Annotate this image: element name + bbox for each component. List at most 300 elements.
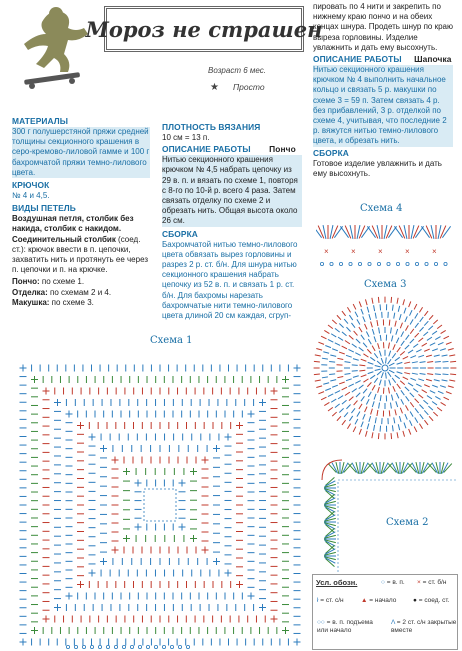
stitch-mark xyxy=(441,330,446,333)
hook-heading: КРЮЧОК xyxy=(12,180,50,191)
stitch-mark xyxy=(413,389,418,393)
stitch-mark xyxy=(365,407,368,412)
chain-mark xyxy=(330,262,333,265)
stitch-mark xyxy=(355,312,358,317)
stitch-mark xyxy=(391,297,392,303)
stitch-mark xyxy=(427,337,432,340)
stitch-mark xyxy=(351,323,355,328)
stitch-mark xyxy=(409,301,411,307)
stitch-mark xyxy=(367,226,375,237)
chain-mark xyxy=(396,262,399,265)
stitch-mark xyxy=(420,414,424,419)
legend-start-text: = начало xyxy=(369,597,397,604)
scheme-4-label: Схема 4 xyxy=(360,203,403,214)
stitch-mark xyxy=(421,226,429,237)
chain-mark xyxy=(98,645,101,648)
cap-work-sub: Шапочка xyxy=(414,54,452,65)
difficulty-value: Просто xyxy=(232,82,265,92)
scheme-1-diagram xyxy=(10,345,310,650)
stitch-mark xyxy=(374,353,378,358)
stitch-mark xyxy=(355,381,360,384)
cross-mark: × xyxy=(324,247,329,256)
stitch-mark xyxy=(339,323,343,327)
legend-stbn xyxy=(417,579,446,586)
stitch-mark xyxy=(342,400,347,404)
chain-mark xyxy=(444,262,447,265)
stitch-mark xyxy=(337,416,341,420)
cross-mark: × xyxy=(432,247,437,256)
legend-title: Усл. обозн. xyxy=(316,578,358,587)
poncho-assembly-heading: СБОРКА xyxy=(162,228,198,239)
legend-box xyxy=(312,574,458,650)
stitch-mark xyxy=(410,329,414,334)
loops-text-1: Воздушная петля, столбик без накида, столбик с накидом. xyxy=(12,214,134,234)
stitch-mark xyxy=(346,405,350,409)
stitch-mark xyxy=(406,396,410,401)
stitch-mark xyxy=(348,384,353,387)
stitch-mark xyxy=(379,403,380,409)
stitch-mark xyxy=(335,343,340,346)
stitch-mark xyxy=(361,359,367,361)
poncho-line xyxy=(12,277,150,287)
column-poncho xyxy=(162,122,302,321)
stitch-mark xyxy=(448,386,454,388)
stitch-mark xyxy=(378,387,380,393)
double-crochet-icon: ł xyxy=(317,597,319,604)
legend-dec xyxy=(391,619,457,635)
stitch-mark xyxy=(418,355,424,357)
legend-sl xyxy=(413,597,449,604)
stitch-mark xyxy=(440,349,446,351)
stitch-mark xyxy=(414,427,417,432)
stitch-mark xyxy=(442,361,448,362)
stitch-mark xyxy=(348,349,353,352)
stitch-mark xyxy=(396,329,398,335)
stitch-mark xyxy=(446,392,452,394)
hook-text: № 4 и 4,5. xyxy=(12,191,50,201)
stitch-mark xyxy=(393,386,395,392)
stitch-mark xyxy=(375,365,381,366)
stitch-mark xyxy=(392,353,396,358)
page-title: Мороз не страшен xyxy=(85,16,323,42)
stitch-mark xyxy=(416,349,421,352)
stitch-mark xyxy=(368,392,371,397)
poncho-work-text: Нитью секционного крашения крючком № 4,5 набрать цепочку из 29 в. п. и вязать по схеме 1, повторя с 8-го по 10-й р. всего 4 раза. Затем связать отделку по схеме 2 и обрезать нить. Общая высота около 26 см. xyxy=(162,155,302,226)
stitch-mark xyxy=(435,337,440,340)
chain-mark xyxy=(320,262,323,265)
stitch-mark xyxy=(408,350,413,353)
stitch-mark xyxy=(422,390,427,393)
stitch-mark xyxy=(328,339,333,342)
stitch-mark xyxy=(389,380,391,386)
stitch-mark xyxy=(345,373,351,374)
stitch-mark xyxy=(388,387,389,393)
stitch-mark xyxy=(401,331,404,336)
stitch-mark xyxy=(391,336,392,342)
stitch-mark xyxy=(345,362,351,363)
stitch-mark xyxy=(345,392,350,395)
column-materials xyxy=(12,116,150,308)
chain-mark xyxy=(425,262,428,265)
stitch-mark xyxy=(318,392,324,394)
stitch-mark xyxy=(409,429,411,435)
stitch-mark xyxy=(423,332,428,336)
stitch-mark xyxy=(337,358,343,359)
stitch-mark xyxy=(361,422,363,428)
stitch-mark xyxy=(388,359,391,364)
stitch-mark xyxy=(335,391,340,394)
density-text: 10 см = 13 п. xyxy=(162,133,210,142)
stitch-mark xyxy=(449,380,455,381)
stitch-mark xyxy=(349,335,353,339)
legend-dec-text: = 2 ст. с/н закрытые вместе xyxy=(391,619,457,634)
stitch-mark xyxy=(353,427,356,432)
stitch-mark xyxy=(318,342,324,344)
stitch-mark xyxy=(404,308,406,314)
stitch-mark xyxy=(433,412,437,416)
base-row xyxy=(338,480,458,572)
chain-mark xyxy=(368,262,371,265)
cap-line xyxy=(12,298,150,308)
stitch-mark xyxy=(430,343,435,346)
stitch-mark xyxy=(389,320,390,326)
stitch-mark xyxy=(370,375,375,379)
stitch-mark xyxy=(344,319,348,324)
stitch-mark xyxy=(392,378,396,383)
cap-work-h: ОПИСАНИЕ РАБОТЫ xyxy=(313,54,402,65)
stitch-mark xyxy=(418,394,423,398)
stitch-mark xyxy=(424,410,428,414)
stitch-mark xyxy=(403,356,408,359)
cross-mark: × xyxy=(378,247,383,256)
legend-stn-text: = ст. с/н xyxy=(320,597,344,604)
stitch-mark xyxy=(405,325,408,330)
stitch-mark xyxy=(344,412,348,417)
stitch-mark xyxy=(316,386,322,388)
stitch-mark xyxy=(353,304,356,309)
star-icon: ★ xyxy=(210,82,219,93)
stitch-mark xyxy=(405,345,409,349)
stitch-mark xyxy=(389,363,394,366)
stitch-mark xyxy=(408,383,413,386)
stitch-mark xyxy=(410,393,414,397)
stitch-mark xyxy=(359,365,365,366)
stitch-mark xyxy=(441,402,446,405)
chain-mark xyxy=(162,645,165,648)
trim-desc: по схемам 2 и 4. xyxy=(47,287,112,297)
stitch-mark xyxy=(346,327,350,331)
cap-work-heading xyxy=(313,54,453,65)
stitch-mark xyxy=(369,314,371,320)
stitch-mark xyxy=(361,309,363,315)
scheme-4-diagram xyxy=(316,214,454,272)
stitch-mark xyxy=(401,399,404,404)
stitch-mark xyxy=(424,385,430,387)
cross-mark: × xyxy=(351,247,356,256)
stitch-mark xyxy=(438,391,443,393)
stitch-mark xyxy=(339,352,345,354)
stitch-mark xyxy=(442,380,448,381)
stitch-mark xyxy=(437,325,442,329)
cross-mark: × xyxy=(405,247,410,256)
stitch-mark xyxy=(414,304,417,309)
stitch-mark xyxy=(325,345,331,347)
chain-mark xyxy=(138,645,141,648)
stitch-mark xyxy=(380,335,381,341)
stitch-mark xyxy=(378,343,380,349)
density-heading: ПЛОТНОСТЬ ВЯЗАНИЯ xyxy=(162,122,261,132)
stitch-mark xyxy=(353,376,359,378)
stitch-mark xyxy=(435,374,441,375)
stitch-mark xyxy=(422,343,427,346)
cap-desc: по схеме 3. xyxy=(49,297,94,307)
stitch-mark xyxy=(400,351,405,355)
stitch-mark xyxy=(392,305,393,311)
chain-stitch-icon: ○ xyxy=(381,579,385,586)
stitch-mark xyxy=(346,355,352,357)
stitch-mark xyxy=(349,397,353,401)
stitch-mark xyxy=(396,401,398,407)
stitch-mark xyxy=(444,336,449,339)
stitch-mark xyxy=(410,378,416,380)
stitch-mark xyxy=(355,419,358,424)
stitch-mark xyxy=(335,404,340,408)
stitch-mark xyxy=(342,420,346,425)
stitch-mark xyxy=(433,320,437,324)
stitch-mark xyxy=(388,372,391,377)
stitch-mark xyxy=(339,408,343,412)
stitch-mark xyxy=(363,414,365,420)
legend-vp-text: = в. п. xyxy=(386,579,405,586)
stitch-mark xyxy=(365,299,367,305)
stitch-mark xyxy=(332,320,336,324)
stitch-mark xyxy=(420,373,426,374)
chain-mark xyxy=(406,262,409,265)
stitch-mark xyxy=(377,371,381,375)
stitch-mark xyxy=(424,321,428,325)
stitch-mark xyxy=(444,397,449,400)
stitch-mark xyxy=(349,315,352,320)
single-crochet-icon: × xyxy=(417,579,421,586)
stitch-mark xyxy=(329,361,335,362)
stitch-mark xyxy=(394,226,402,237)
legend-lift xyxy=(317,619,379,635)
stitch-mark xyxy=(338,337,343,340)
stitch-mark xyxy=(368,372,374,374)
stitch-mark xyxy=(361,396,365,401)
start-triangle-icon: ▲ xyxy=(361,597,368,604)
stitch-mark xyxy=(371,409,373,415)
stitch-mark xyxy=(338,396,343,399)
legend-stn xyxy=(317,597,344,604)
stitch-mark xyxy=(427,362,433,363)
stitch-mark xyxy=(365,324,368,329)
stitch-mark xyxy=(448,348,454,350)
legend-stbn-text: = ст. б/н xyxy=(422,579,447,586)
stitch-mark xyxy=(403,431,405,437)
stitch-mark xyxy=(363,316,365,322)
stitch-mark xyxy=(400,408,402,414)
dc2tog-icon: Λ xyxy=(391,619,395,626)
stitch-mark xyxy=(359,347,364,351)
stitch-mark xyxy=(398,424,399,430)
stitch-mark xyxy=(420,362,426,363)
chain-mark xyxy=(377,262,380,265)
stitch-mark xyxy=(404,362,410,363)
stitch-mark xyxy=(399,314,401,320)
stitch-mark xyxy=(396,393,398,398)
stitch-mark xyxy=(377,410,378,416)
stitch-mark xyxy=(315,355,321,356)
stitch-mark xyxy=(429,416,433,420)
chain-mark xyxy=(146,645,149,648)
stitch-mark xyxy=(393,344,395,350)
stitch-mark xyxy=(370,357,375,361)
cap-assembly-heading: СБОРКА xyxy=(313,147,349,158)
stitch-mark xyxy=(367,423,369,429)
cap-assembly-text: Готовое изделие увлажнить и дать ему высохнуть. xyxy=(313,158,442,178)
stitch-mark xyxy=(390,328,391,334)
stitch-mark xyxy=(374,378,378,383)
stitch-mark xyxy=(403,299,405,305)
stitch-mark xyxy=(359,385,364,389)
stitch-mark xyxy=(410,411,413,416)
column-cap xyxy=(313,2,453,179)
cap-term: Макушка: xyxy=(12,297,50,307)
stitch-mark xyxy=(349,416,352,421)
scheme-2-diagram xyxy=(318,454,458,572)
loops-heading: ВИДЫ ПЕТЕЛЬ xyxy=(12,203,76,214)
stitch-mark xyxy=(405,387,409,391)
stitch-mark xyxy=(342,332,347,336)
stitch-mark xyxy=(339,382,345,384)
legend-vp xyxy=(381,579,405,586)
stitch-mark xyxy=(335,328,340,332)
stitch-mark xyxy=(369,416,371,422)
stitch-mark xyxy=(395,357,400,361)
stitch-mark xyxy=(400,381,405,385)
stitch-mark xyxy=(415,333,419,337)
stitch-mark xyxy=(314,374,320,375)
stitch-mark xyxy=(352,371,358,372)
stitch-mark xyxy=(389,410,390,416)
stitch-mark xyxy=(363,379,368,382)
stitch-mark xyxy=(366,399,369,404)
stitch-mark xyxy=(450,374,456,375)
stitch-mark xyxy=(330,380,336,381)
stitch-mark xyxy=(395,409,396,415)
stitch-mark xyxy=(323,352,329,354)
stitch-mark xyxy=(403,377,408,380)
stitch-mark xyxy=(356,339,360,343)
stitch-mark xyxy=(405,405,408,410)
chain-mark xyxy=(90,645,93,648)
stitch-mark xyxy=(353,359,359,361)
chain-mark xyxy=(387,262,390,265)
chain-mark xyxy=(178,645,181,648)
stitch-mark xyxy=(321,336,326,339)
chain-mark xyxy=(415,262,418,265)
poncho-work-h: ОПИСАНИЕ РАБОТЫ xyxy=(162,144,251,155)
materials-heading: МАТЕРИАЛЫ xyxy=(12,116,69,126)
stitch-mark xyxy=(432,385,438,387)
stitch-mark xyxy=(379,328,380,334)
stitch-mark xyxy=(346,379,352,381)
stitch-mark xyxy=(397,362,403,364)
stitch-mark xyxy=(428,326,433,330)
stitch-mark xyxy=(332,412,336,416)
chain-mark xyxy=(349,262,352,265)
poncho-desc: по схеме 1. xyxy=(39,277,85,287)
stitch-mark xyxy=(416,384,421,387)
stitch-mark xyxy=(419,405,423,409)
chain-mark xyxy=(358,262,361,265)
loops-desc: (соед. ст.): крючок ввести в п. цепочки, захватить нить и протянуть ее через п. цепочки и п. на крючке. xyxy=(12,234,149,275)
stitch-mark xyxy=(342,346,347,349)
poncho-work-sub: Пончо xyxy=(269,144,296,155)
stitch-mark xyxy=(342,311,346,316)
stitch-mark xyxy=(423,400,428,404)
stitch-mark xyxy=(419,424,422,429)
title-box xyxy=(85,6,323,52)
stitch-mark xyxy=(418,379,424,381)
stitch-mark xyxy=(437,407,442,411)
stitch-mark xyxy=(372,401,374,407)
stitch-mark xyxy=(314,361,320,362)
stitch-mark xyxy=(321,397,326,400)
poncho-assembly-text: Бахромчатой нитью темно-лилового цвета обвязать вырез горловины и разрез 2 р. ст. б/н. Для шнура нитью секционного крашения набрать цепочку из 52 в. п. и связать 1 р. ст. б/н. Для бахромы нарезать бахромчатые нити темно-лилового цвета длиной 20 см каждая, сгруп- xyxy=(162,239,298,321)
stitch-mark xyxy=(328,325,333,329)
stitch-mark xyxy=(374,336,376,342)
stitch-mark xyxy=(432,331,437,334)
stitch-mark xyxy=(413,344,418,348)
stitch-mark xyxy=(354,401,358,406)
stitch-mark xyxy=(415,399,419,403)
stitch-mark xyxy=(324,402,329,405)
stitch-mark xyxy=(342,387,347,390)
stitch-mark xyxy=(410,402,414,407)
stitch-mark xyxy=(380,395,381,401)
stitch-mark xyxy=(354,331,358,336)
materials-text: 300 г полушерстяной пряжи средней толщины секционного крашения в серо-кремово-лиловой гамме и 100 г бахромчатой пряжи темно-лилового цвета. xyxy=(12,127,150,177)
stitch-mark xyxy=(345,340,350,343)
loops-text-2 xyxy=(12,235,150,276)
stitch-mark xyxy=(389,351,391,357)
stitch-mark xyxy=(438,342,443,344)
stitch-mark xyxy=(432,401,437,404)
stitch-mark xyxy=(390,403,391,409)
stitch-mark xyxy=(374,394,376,400)
stitch-mark xyxy=(397,432,398,438)
stitch-mark xyxy=(394,417,395,423)
stitch-mark xyxy=(442,355,448,356)
stitch-mark xyxy=(325,388,331,390)
stitch-mark xyxy=(432,349,438,351)
chain-mark xyxy=(106,645,109,648)
stitch-mark xyxy=(410,310,413,315)
stitch-mark xyxy=(386,373,387,379)
stitch-mark xyxy=(365,431,367,437)
stitch-mark xyxy=(322,358,328,359)
stitch-mark xyxy=(356,393,360,397)
stitch-mark xyxy=(363,389,367,394)
stitch-mark xyxy=(375,417,376,423)
stitch-mark xyxy=(401,341,404,346)
stitch-mark xyxy=(395,375,400,379)
stitch-mark xyxy=(323,383,329,385)
poncho-term: Пончо: xyxy=(12,277,40,287)
stitch-mark xyxy=(355,353,360,356)
